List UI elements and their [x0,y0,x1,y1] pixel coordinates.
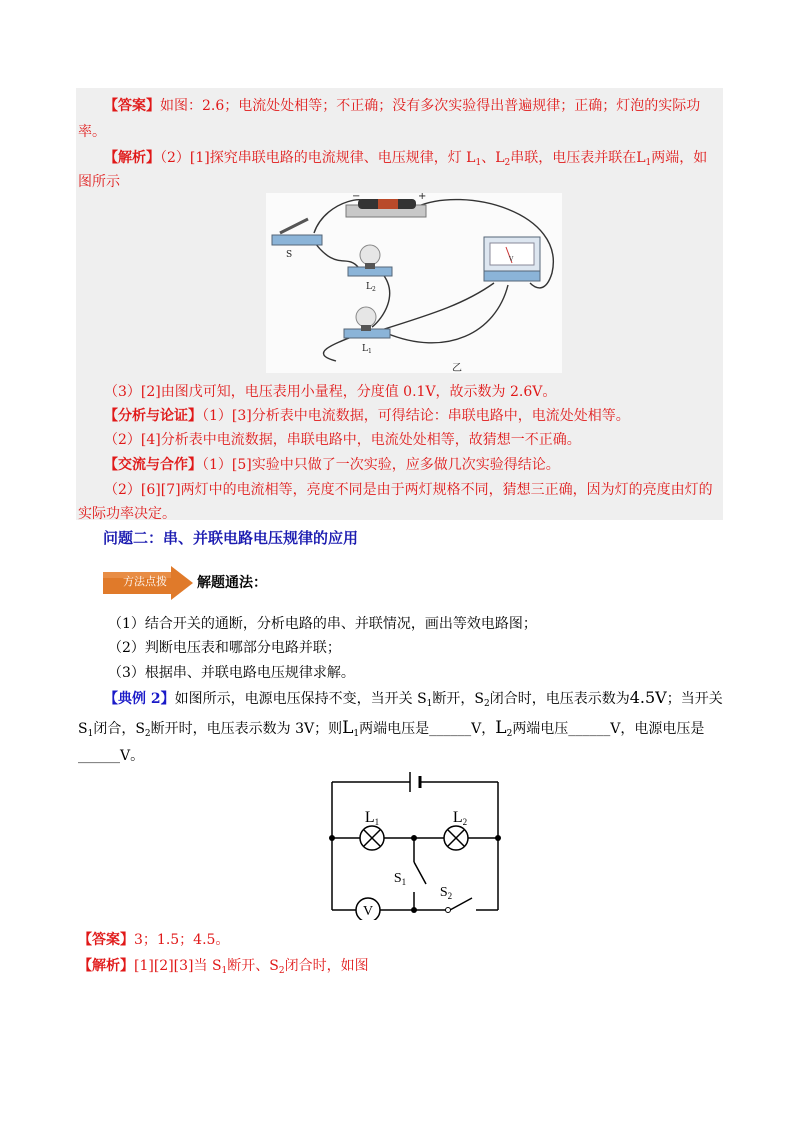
analysis2-tag: 【解析】 [78,958,134,974]
analysis1-line1 [104,148,707,168]
example2-line2 [78,718,704,739]
circuit-voltmeter-label: V [362,904,374,919]
answer1-line1 [104,96,700,116]
method-badge-label: 方法点拨 [123,575,167,588]
circuit-l2-sub: 2 [462,817,468,827]
circuit-l1-label [365,809,379,827]
photo-voltmeter-label: V [509,256,514,263]
analysis1-text-a: （2）[1]探究串联电路的电流规律、电压规律，灯 L [160,150,476,166]
circuit-s2-label [440,885,452,901]
ex2-text: S [78,721,88,737]
sub: 2 [504,158,511,168]
analysis1-tag: 【解析】 [104,150,160,166]
analysis1-text-d: 两端，如 [651,150,708,166]
analysis1-text-c: 串联，电压表并联在L [510,150,646,166]
example2-line1 [104,688,723,709]
l1-text: L [362,344,368,354]
ex2-text: 断开，S [432,691,484,707]
circuit-l2-label [453,809,467,827]
sub: 2 [144,729,151,739]
exchange-line1 [104,455,560,475]
exchange-tag: 【交流与合作】 [104,457,202,473]
sub: 1 [353,729,360,739]
analysis2-text: 闭合时，如图 [284,958,369,974]
photo-l2-label [366,282,376,293]
ex2-text: 两端电压______V，电源电压是 [512,721,705,737]
l1-sub: 1 [367,348,372,355]
l2-text: L [366,282,372,292]
ex2-l1: L [342,718,354,738]
sub: 1 [87,729,94,739]
circuit-l2: L [452,809,463,826]
step3-line: （3）[2]由图戊可知，电压表用小量程，分度值 0.1V，故示数为 2.6V。 [104,384,557,400]
sub: 2 [278,966,285,976]
argue-text: （1）[3]分析表中电流数据，可得结论：串联电路中，电流处处相等。 [202,408,630,424]
photo-l1-label [362,344,372,355]
argue-line2: （2）[4]分析表中电流数据，串联电路中，电流处处相等，故猜想一不正确。 [104,432,581,448]
analysis2-line [78,956,369,976]
example2-line3: ______V。 [78,748,145,764]
circuit-diagram [326,770,506,920]
method-step-3: （3）根据串、并联电路电压规律求解。 [108,665,355,681]
sub: 1 [475,158,482,168]
photo-caption: 乙 [452,363,462,373]
ex2-value: 4.5V [629,688,667,707]
method-title: 解题通法： [197,575,267,591]
answer1-line2: 率。 [78,124,106,140]
sub: 2 [484,699,490,709]
sub: 1 [426,699,433,709]
method-step-1: （1）结合开关的通断，分析电路的串、并联情况，画出等效电路图； [108,616,537,632]
ex2-text: 闭合时，电压表示数为 [489,691,630,707]
answer1-tag: 【答案】 [104,98,160,114]
answer2-tag: 【答案】 [78,932,134,948]
answer2-line [78,930,229,950]
ex2-l2: L [495,718,507,738]
ex2-text: 闭合，S [93,721,145,737]
ex2-text: 两端电压是______V， [359,721,496,737]
circuit-l1: L [364,809,375,826]
analysis2-text: 断开、S [227,958,279,974]
method-step-2: （2）判断电压表和哪部分电路并联； [108,640,341,656]
circuit-s2: S [439,885,448,900]
argue-tag: 【分析与论证】 [104,408,202,424]
sub: 1 [645,158,652,168]
analysis1-text-b: 、L [481,150,505,166]
example2-tag: 【典例 2】 [104,691,175,707]
battery-minus-label: − [352,193,361,202]
battery-plus-label: + [418,193,427,202]
section-heading: 问题二：串、并联电路电压规律的应用 [103,529,359,547]
analysis2-text: [1][2][3]当 S [134,958,222,974]
answer2-text: 3；1.5；4.5。 [134,932,230,948]
exchange-line2: （2）[6][7]两灯中的电流相等，亮度不同是由于两灯规格不同，猜想三正确，因为灯的亮度由灯的 [104,482,713,498]
circuit-s1-label [394,871,406,887]
exchange-text: （1）[5]实验中只做了一次实验，应多做几次实验得结论。 [202,457,560,473]
sub: 2 [506,729,513,739]
circuit-s1: S [393,871,402,886]
circuit-s2-sub: 2 [447,891,453,901]
argue-line1 [104,406,630,426]
experiment-setup-drawing [266,193,562,373]
answer1-text1: 如图：2.6；电流处处相等；不正确；没有多次实验得出普遍规律；正确；灯泡的实际功 [160,98,701,114]
l2-sub: 2 [371,286,376,293]
ex2-text: 断开时，电压表示数为 3V；则 [150,721,343,737]
analysis1-line2: 图所示 [78,174,120,190]
sub: 1 [221,966,228,976]
photo-switch-label: S [286,250,293,260]
circuit-s1-sub: 1 [401,877,407,887]
ex2-text: 如图所示，电源电压保持不变，当开关 S [174,691,427,707]
experiment-setup-photo [266,193,562,373]
circuit-l1-sub: 1 [374,817,380,827]
exchange-line3: 实际功率决定。 [78,506,176,522]
ex2-text: ；当开关 [666,691,723,707]
